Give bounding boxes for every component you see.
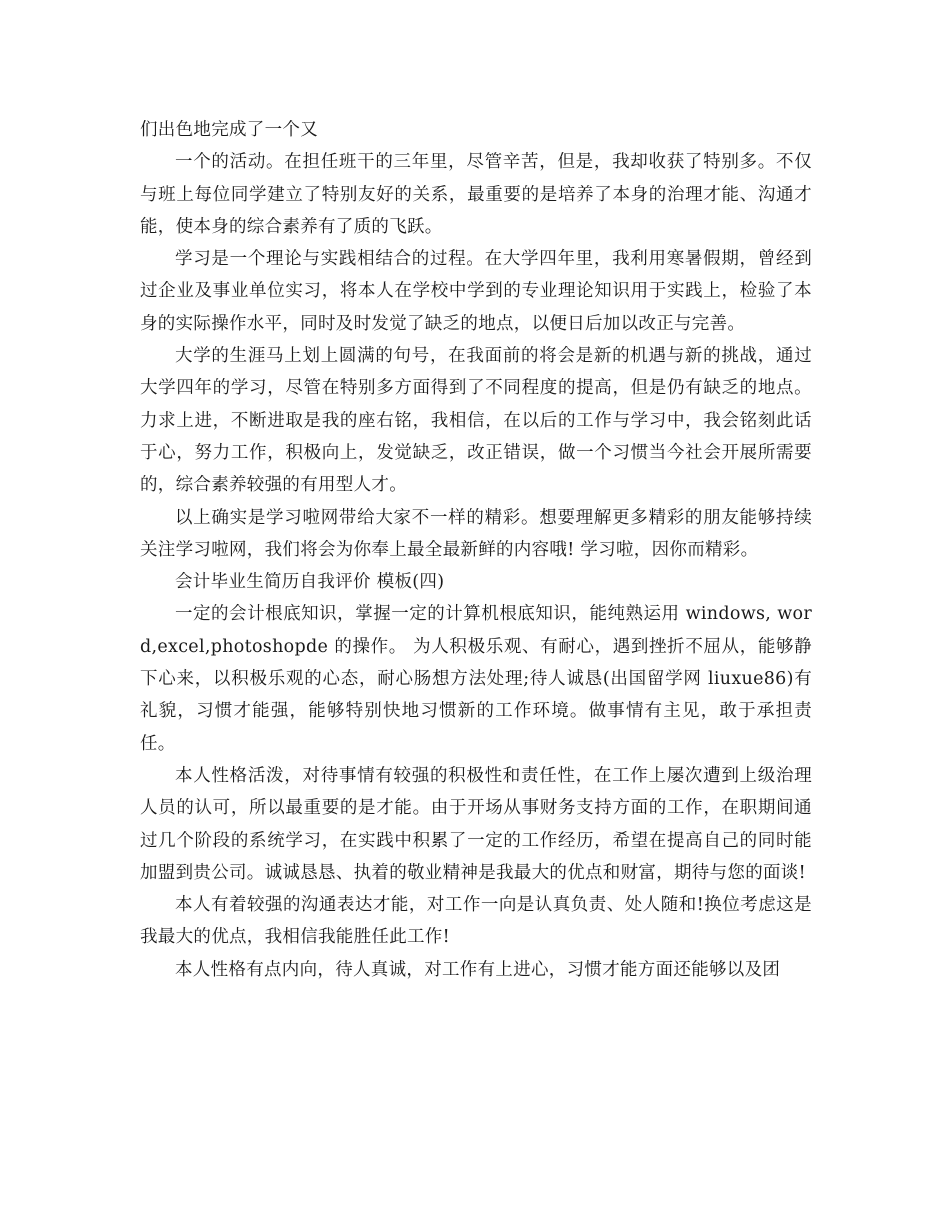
paragraph: 一个的活动。在担任班干的三年里，尽管辛苦，但是，我却收获了特别多。不仅与班上每位同学建立了特别友好的关系，最重要的是培养了本身的治理才能、沟通才能，使本身的综合素养有了质的飞跃。 (140, 152, 812, 237)
paragraph: 本人有着较强的沟通表达才能，对工作一向是认真负责、处人随和!换位考虑这是我最大的优点，我相信我能胜任此工作! (140, 895, 812, 948)
paragraph: 本人性格有点内向，待人真诚，对工作有上进心，习惯才能方面还能够以及团 (175, 959, 781, 980)
paragraph: 一定的会计根底知识，掌握一定的计算机根底知识，能纯熟运用 windows, word,excel,photoshopde 的操作。 为人积极乐观、有耐心，遇到挫折不屈从，能够静下心来，以积极乐观的心态，耐心肠想方法处理;待人诚恳(出国留学网 liuxue86)有礼貌，习惯才能强，能够特别快地习惯新的工作环境。做事情有主见，敢于承担责任。 (140, 604, 812, 754)
paragraph: 大学的生涯马上划上圆满的句号，在我面前的将会是新的机遇与新的挑战，通过大学四年的学习，尽管在特别多方面得到了不同程度的提高，但是仍有缺乏的地点。力求上进，不断进取是我的座右铭，我相信，在以后的工作与学习中，我会铭刻此话于心，努力工作，积极向上，发觉缺乏，改正错误，做一个习惯当今社会开展所需要的，综合素养较强的有用型人才。 (140, 346, 812, 496)
section-heading: 会计毕业生简历自我评价 模板(四) (175, 572, 445, 593)
document-body (140, 114, 812, 986)
paragraph-continuation: 们出色地完成了一个又 (140, 120, 318, 140)
paragraph: 以上确实是学习啦网带给大家不一样的精彩。想要理解更多精彩的朋友能够持续关注学习啦网，我们将会为你奉上最全最新鲜的内容哦! 学习啦，因你而精彩。 (140, 507, 812, 560)
paragraph: 学习是一个理论与实践相结合的过程。在大学四年里，我利用寒暑假期，曾经到过企业及事业单位实习，将本人在学校中学到的专业理论知识用于实践上，检验了本身的实际操作水平，同时及时发觉了缺乏的地点，以便日后加以改正与完善。 (140, 249, 812, 334)
paragraph: 本人性格活泼，对待事情有较强的积极性和责任性，在工作上屡次遭到上级治理人员的认可，所以最重要的是才能。由于开场从事财务支持方面的工作，在职期间通过几个阶段的系统学习，在实践中积累了一定的工作经历，希望在提高自己的同时能加盟到贵公司。诚诚恳恳、执着的敬业精神是我最大的优点和财富，期待与您的面谈! (140, 765, 812, 883)
